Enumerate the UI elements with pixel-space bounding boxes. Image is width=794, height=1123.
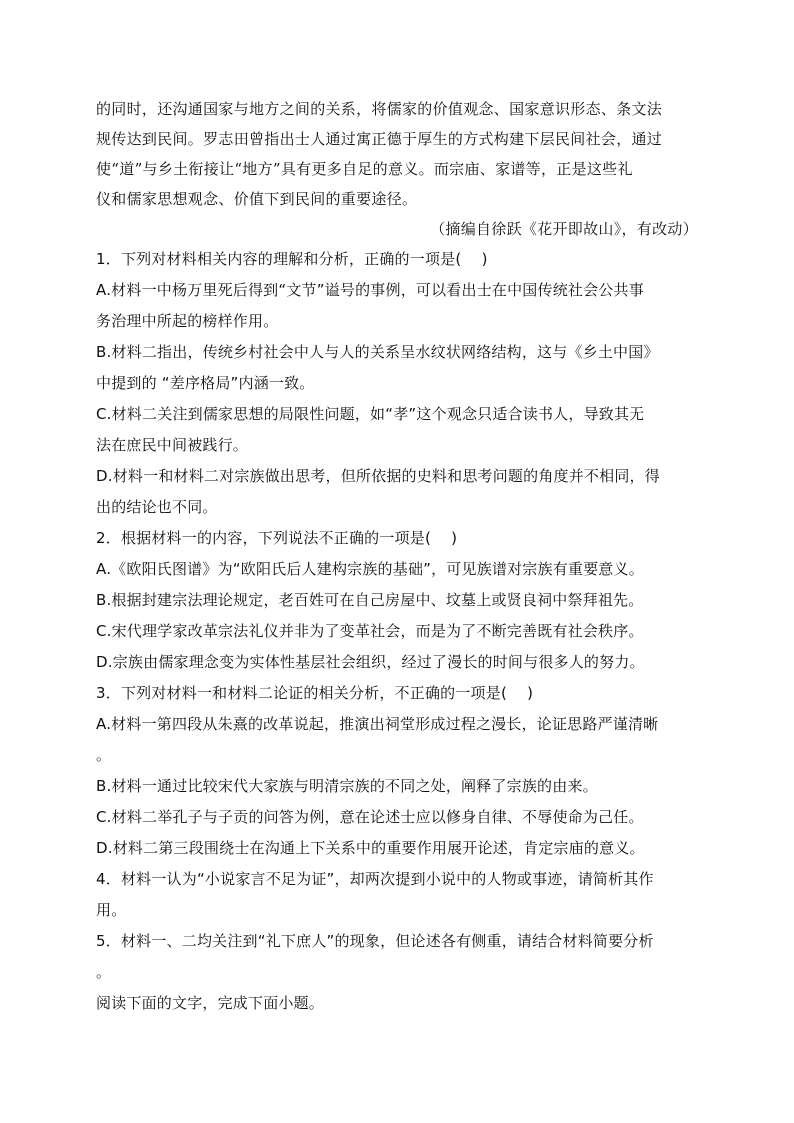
option-line: C.材料二举孔子与子贡的问答为例，意在论述士应以修身自律、不辱使命为己任。 xyxy=(96,808,644,826)
question-line: 5．材料一、二均关注到“礼下庶人”的现象，但论述各有侧重，请结合材料简要分析 xyxy=(96,932,654,950)
passage-excerpt xyxy=(96,94,700,244)
option-line: B.材料一通过比较宋代大家族与明清宗族的不同之处，阐释了宗族的由来。 xyxy=(96,777,598,795)
question-3-option-d xyxy=(96,833,700,864)
option-line: 中提到的 “差序格局”内涵一致。 xyxy=(96,374,315,392)
reading-instruction xyxy=(96,988,700,1019)
option-line: 出的结论也不同。 xyxy=(96,498,218,516)
passage-line: 使“道”与乡土衔接让“地方”具有更多自足的意义。而宗庙、家谱等，正是这些礼 xyxy=(96,160,633,178)
question-3-option-a xyxy=(96,709,700,771)
option-line: A.《欧阳氏图谱》为“欧阳氏后人建构宗族的基础”，可见族谱对宗族有重要意义。 xyxy=(96,560,644,578)
question-1-option-a xyxy=(96,275,700,337)
question-3-stem xyxy=(96,678,700,709)
passage-source: （摘编自徐跃《花开即故山》，有改动） xyxy=(430,220,698,238)
option-line: 。 xyxy=(96,746,112,764)
question-line: 用。 xyxy=(96,901,127,919)
passage-line: 仪和儒家思想观念、价值下到民间的重要途径。 xyxy=(96,190,418,208)
question-4 xyxy=(96,864,700,926)
option-line: A.材料一第四段从朱熹的改革说起，推演出祠堂形成过程之漫长，论证思路严谨清晰 xyxy=(96,715,659,733)
instruction-line: 阅读下面的文字，完成下面小题。 xyxy=(96,994,325,1012)
question-2-option-d xyxy=(96,647,700,678)
option-line: A.材料一中杨万里死后得到“文节”谥号的事例，可以看出士在中国传统社会公共事 xyxy=(96,281,644,299)
question-3-option-b xyxy=(96,771,700,802)
question-line: 1．下列对材料相关内容的理解和分析，正确的一项是( ) xyxy=(96,250,488,268)
question-line: 2．根据材料一的内容，下列说法不正确的一项是( ) xyxy=(96,529,458,547)
question-2-option-c xyxy=(96,616,700,647)
option-line: C.宋代理学家改革宗法礼仪并非为了变革社会，而是为了不断完善既有社会秩序。 xyxy=(96,622,644,640)
question-line: 。 xyxy=(96,963,112,981)
option-line: C.材料二关注到儒家思想的局限性问题，如“孝”这个观念只适合读书人，导致其无 xyxy=(96,405,645,423)
question-1-option-b xyxy=(96,337,700,399)
question-line: 3．下列对材料一和材料二论证的相关分析，不正确的一项是( ) xyxy=(96,684,534,702)
page-content xyxy=(96,94,700,1019)
question-line: 4．材料一认为“小说家言不足为证”，却两次提到小说中的人物或事迹，请简析其作 xyxy=(96,870,654,888)
question-2-stem xyxy=(96,523,700,554)
question-5 xyxy=(96,926,700,988)
question-1-stem xyxy=(96,244,700,275)
option-line: D.宗族由儒家理念变为实体性基层社会组织，经过了漫长的时间与很多人的努力。 xyxy=(96,653,645,671)
passage-line: 规传达到民间。罗志田曾指出士人通过寓正德于厚生的方式构建下层民间社会，通过 xyxy=(96,130,663,148)
question-1-option-c xyxy=(96,399,700,461)
question-1-option-d xyxy=(96,461,700,523)
option-line: D.材料一和材料二对宗族做出思考，但所依据的史料和思考问题的角度并不相同，得 xyxy=(96,467,660,485)
option-line: B.材料二指出，传统乡村社会中人与人的关系呈水纹状网络结构，这与《乡土中国》 xyxy=(96,343,659,361)
option-line: D.材料二第三段围绕士在沟通上下关系中的重要作用展开论述，肯定宗庙的意义。 xyxy=(96,839,645,857)
option-line: 务治理中所起的榜样作用。 xyxy=(96,312,279,330)
option-line: B.根据封建宗法理论规定，老百姓可在自己房屋中、坟墓上或贤良祠中祭拜祖先。 xyxy=(96,591,644,609)
question-2-option-a xyxy=(96,554,700,585)
question-list xyxy=(96,244,700,1019)
option-line: 法在庶民中间被践行。 xyxy=(96,436,249,454)
question-3-option-c xyxy=(96,802,700,833)
passage-line: 的同时，还沟通国家与地方之间的关系，将儒家的价值观念、国家意识形态、条文法 xyxy=(96,100,663,118)
question-2-option-b xyxy=(96,585,700,616)
